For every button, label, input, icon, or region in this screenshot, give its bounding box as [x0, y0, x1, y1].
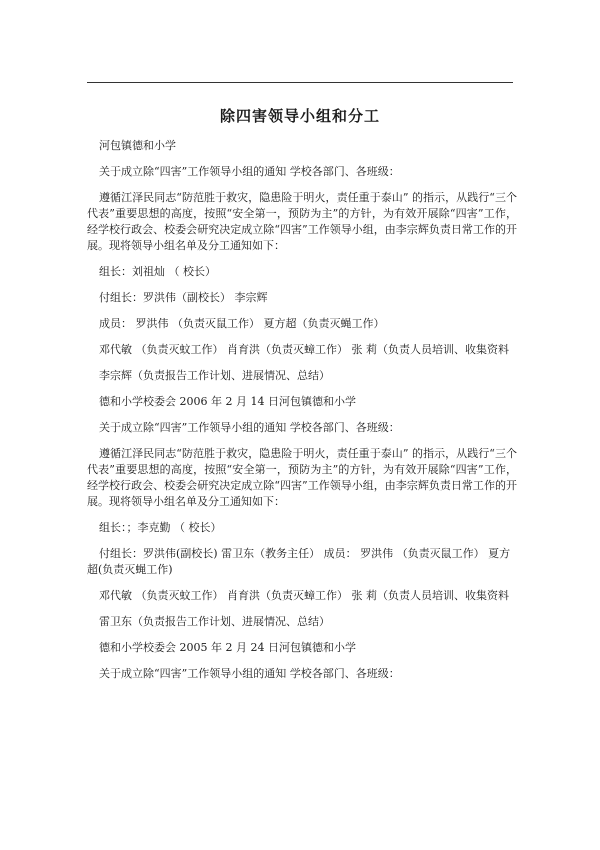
paragraph-leader: 组长：刘祖灿 （ 校长） — [99, 265, 216, 278]
paragraph-deputy-and-members: 付组长：罗洪伟(副校长) 雷卫东（教务主任） 成员： 罗洪伟 （负责灭鼠工作） 夏方超(负责灭蝇工作) — [87, 547, 511, 576]
paragraph-school-name: 河包镇德和小学 — [99, 139, 176, 152]
paragraph-signature-date: 德和小学校委会 2005 年 2 月 24 日河包镇德和小学 — [99, 641, 356, 654]
paragraph-leader: 组长：；李克勤 （ 校长） — [99, 521, 222, 534]
paragraph-notice-heading: 关于成立除“四害”工作领导小组的通知 学校各部门、各班级： — [99, 421, 400, 434]
paragraph-members-continued: 邓代敏 （负责灭蚊工作） 肖育洪（负责灭蟑工作） 张 莉（负责人员培训、收集资料 — [99, 343, 509, 356]
paragraph-notice-body: 遵循江泽民同志“防范胜于救灾，隐患险于明火，责任重于泰山” 的指示，从践行“三个代表”重要思想的高度，按照“安全第一，预防为主”的方针，为有效开展除“四害”工作，经学校行政会、校委会研究决定成立除“四害”工作领导小组，由李宗辉负责日常工作的开展。现将领导小组名单及分工通知如下： — [87, 447, 517, 508]
paragraph-notice-body: 遵循江泽民同志“防范胜于救灾，隐患险于明火，责任重于泰山” 的指示，从践行“三个代表”重要思想的高度，按照“安全第一，预防为主”的方针，为有效开展除“四害”工作，经学校行政会、校委会研究决定成立除“四害”工作领导小组，由李宗辉负责日常工作的开展。现将领导小组名单及分工通知如下： — [87, 191, 517, 252]
paragraph-notice-heading: 关于成立除“四害”工作领导小组的通知 学校各部门、各班级： — [99, 165, 400, 178]
paragraph-report-duty: 李宗辉（负责报告工作计划、进展情况、总结） — [99, 369, 330, 382]
paragraph-members-continued: 邓代敏 （负责灭蚊工作） 肖育洪（负责灭蟑工作） 张 莉（负责人员培训、收集资料 — [99, 589, 509, 602]
paragraph-report-duty: 雷卫东（负责报告工作计划、进展情况、总结） — [99, 615, 330, 628]
document-body — [87, 138, 517, 692]
paragraph-notice-heading: 关于成立除“四害”工作领导小组的通知 学校各部门、各班级： — [99, 667, 400, 680]
paragraph-signature-date: 德和小学校委会 2006 年 2 月 14 日河包镇德和小学 — [99, 395, 356, 408]
document-title: 除四害领导小组和分工 — [219, 107, 380, 125]
paragraph-deputy-leader: 付组长：罗洪伟（副校长） 李宗辉 — [99, 291, 268, 304]
paragraph-members: 成员： 罗洪伟 （负责灭鼠工作） 夏方超（负责灭蝇工作） — [99, 317, 385, 330]
header-rule — [87, 82, 513, 83]
